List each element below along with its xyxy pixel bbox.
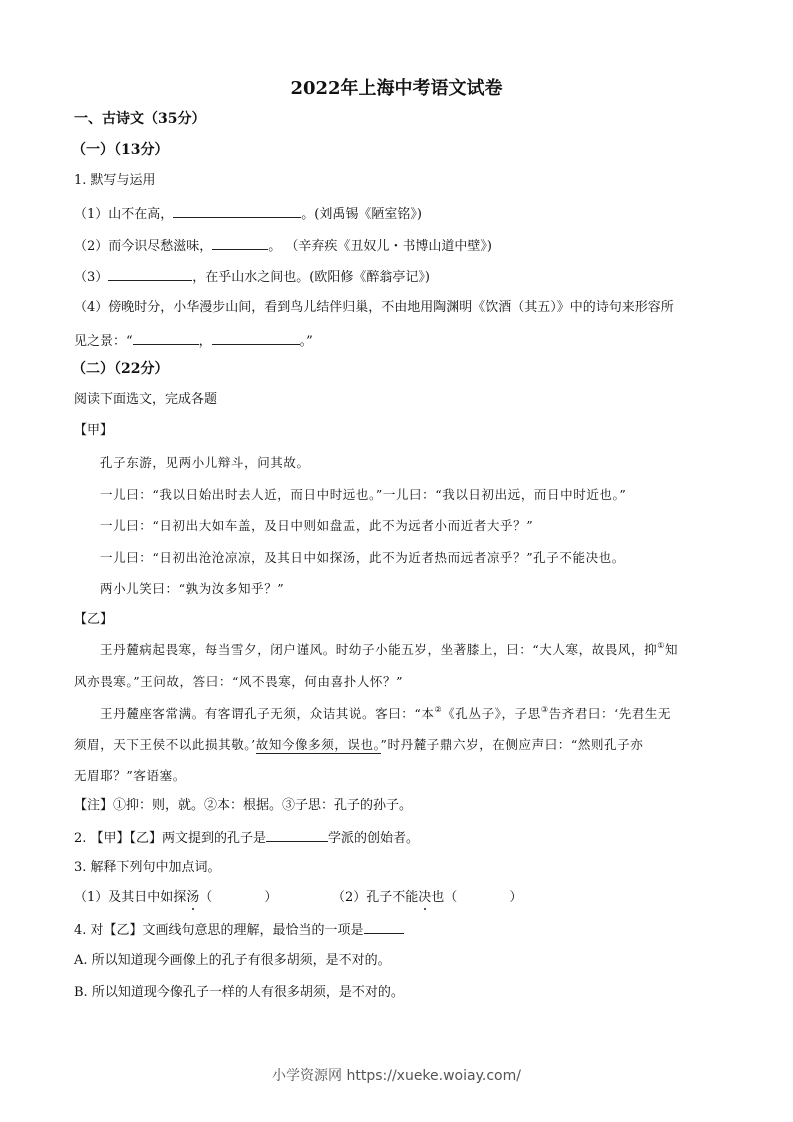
dotted-word: 决 — [418, 890, 432, 905]
question-1-item-4-line-1: （4）傍晚时分，小华漫步山间，看到鸟儿结伴归巢，不由地用陶渊明《饮酒（其五）》中的诗句来形容所 — [74, 300, 674, 315]
text-b-line: 无眉耶？”客语塞。 — [74, 768, 186, 783]
footnote-marker: ② — [434, 705, 443, 714]
answer-blank[interactable] — [212, 332, 300, 345]
question-3-label: 3. 解释下列句中加点词。 — [74, 860, 221, 875]
footnote-marker: ③ — [540, 705, 549, 714]
annotation-notes: 【注】①抑：则，就。②本：根据。③子思：孔子的孙子。 — [74, 798, 413, 813]
question-1-item-2: （2）而今识尽愁滋味， 。 （辛弃疾《丑奴儿・书博山道中壁》) — [74, 239, 492, 254]
answer-blank[interactable] — [133, 332, 199, 345]
text-a-line: 一儿曰：“我以日始出时去人近，而日中时远也。”一儿曰：“我以日初出远，而日中时近也。” — [100, 487, 627, 502]
answer-blank[interactable] — [108, 268, 192, 281]
text-a-line: 一儿曰：“日初出沧沧凉凉，及其日中如探汤，此不为近者热而远者凉乎？”孔子不能决也。 — [100, 550, 625, 565]
text-b-line: 王丹麓座客常满。有客谓孔子无须，众诘其说。客曰：“本②《孔丛子》，子思③告齐君曰：‘先君生无 — [100, 705, 672, 721]
question-4: 4. 对【乙】文画线句意思的理解，最恰当的一项是 — [74, 921, 404, 939]
option-a[interactable]: A. 所以知道现今画像上的孔子有很多胡须，是不对的。 — [74, 953, 391, 968]
text-b-label: 【乙】 — [74, 612, 114, 627]
section-heading: 一、古诗文（35分） — [74, 111, 206, 127]
text-b-line: 风亦畏寒。”王问故，答曰：“风不畏寒，何由喜扑人怀？” — [74, 674, 404, 689]
question-1-item-1: （1）山不在高， 。(刘禹锡《陋室铭》) — [74, 207, 422, 222]
answer-blank[interactable] — [364, 921, 404, 934]
reading-instruction: 阅读下面选文，完成各题 — [74, 392, 218, 407]
answer-blank[interactable] — [266, 829, 328, 842]
question-1-item-4-line-2: 见之景：“ ， 。” — [74, 334, 313, 349]
question-1-label: 1. 默写与运用 — [74, 173, 156, 188]
question-2: 2. 【甲】【乙】两文提到的孔子是 学派的创始者。 — [74, 831, 420, 846]
text-a-line: 一儿曰：“日初出大如车盖，及日中则如盘盂，此不为远者小而近者大乎？” — [100, 518, 534, 533]
text-b-line: 须眉，天下王侯不以此损其敬。’故知今像多须，误也。”时丹麓子鼎六岁，在侧应声曰：“然则孔子亦 — [74, 737, 644, 752]
text-a-line: 两小儿笑曰：“孰为汝多知乎？” — [100, 581, 285, 596]
question-3-item-2: （2）孔子不能决也（ ） — [332, 890, 523, 905]
footnote-marker: ① — [657, 641, 665, 650]
answer-blank[interactable] — [212, 237, 268, 250]
page-title: 2022年上海中考语文试卷 — [290, 78, 503, 99]
part-heading: （一）（13分） — [72, 142, 169, 158]
text-b-line: 王丹麓病起畏寒，每当雪夕，闭户谨风。时幼子小能五岁，坐著膝上，曰：“大人寒，故畏风，抑①知 — [100, 641, 679, 657]
part-heading: （二）（22分） — [72, 361, 169, 377]
text-a-label: 【甲】 — [74, 423, 114, 438]
text-a-line: 孔子东游，见两小儿辩斗，问其故。 — [100, 455, 310, 470]
option-b[interactable]: B. 所以知道现今像孔子一样的人有很多胡须，是不对的。 — [74, 985, 404, 1000]
underlined-sentence: 故知今像多须，误也。 — [255, 737, 381, 752]
footer-watermark: 小学资源网 https://xueke.woiay.com/ — [272, 1068, 521, 1084]
dotted-word: 汤 — [186, 890, 200, 905]
question-3-item-1: （1）及其日中如探汤（ ） — [74, 890, 278, 905]
question-1-item-3: （3） ，在乎山水之间也。(欧阳修《醉翁亭记》) — [74, 270, 430, 285]
answer-blank[interactable] — [173, 205, 301, 218]
